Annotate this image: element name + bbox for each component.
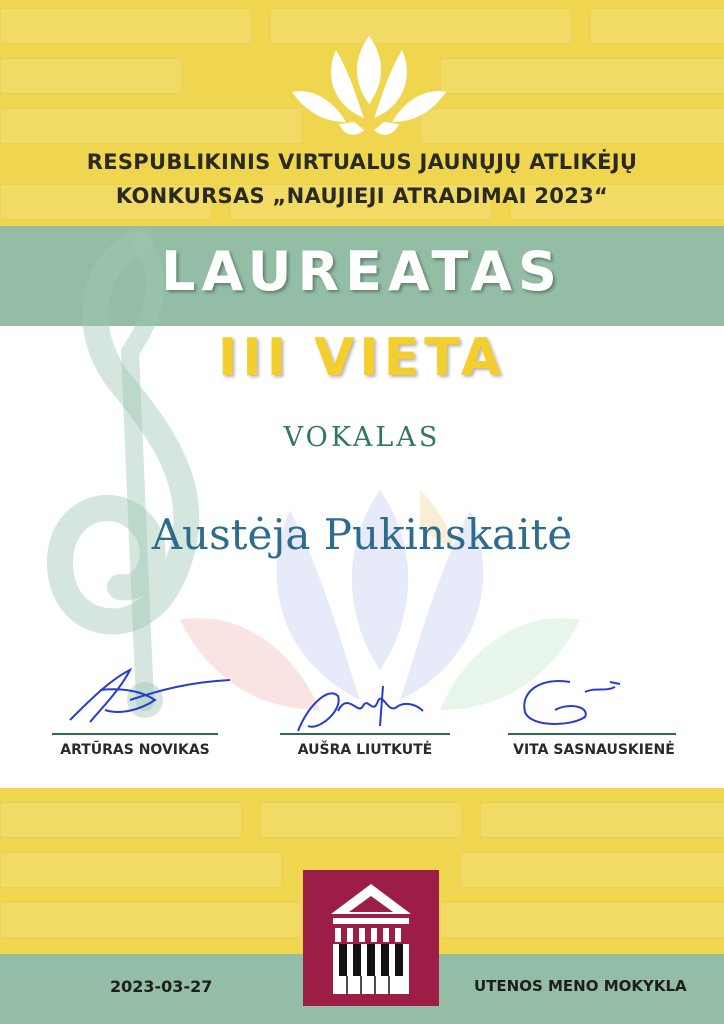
signatory-name-1: ARTŪRAS NOVIKAS — [60, 742, 210, 758]
contest-title-line-1: RESPUBLIKINIS VIRTUALUS JAUNŲJŲ ATLIKĖJŲ — [86, 150, 638, 174]
signatory-name-2: AUŠRA LIUTKUTĖ — [297, 742, 433, 758]
signature-2 — [288, 676, 428, 746]
award-category: VOKALAS — [283, 422, 441, 453]
signature-line-2 — [280, 733, 450, 735]
award-title: LAUREATAS — [161, 240, 563, 303]
signatory-name-3: VITA SASNAUSKIENĖ — [513, 742, 675, 758]
school-name: UTENOS MENO MOKYKLA — [474, 977, 687, 995]
signature-3 — [510, 672, 640, 732]
award-place: III VIETA — [218, 328, 506, 388]
school-building-logo-icon — [303, 870, 439, 1006]
contest-title-line-2: KONKURSAS „NAUJIEJI ATRADIMAI 2023“ — [115, 184, 609, 208]
lotus-logo-icon — [284, 26, 454, 146]
recipient-name: Austėja Pukinskaitė — [151, 510, 573, 559]
certificate-date: 2023-03-27 — [110, 977, 213, 996]
signature-line-3 — [508, 733, 676, 735]
signature-line-1 — [52, 733, 218, 735]
signature-1 — [60, 660, 240, 730]
